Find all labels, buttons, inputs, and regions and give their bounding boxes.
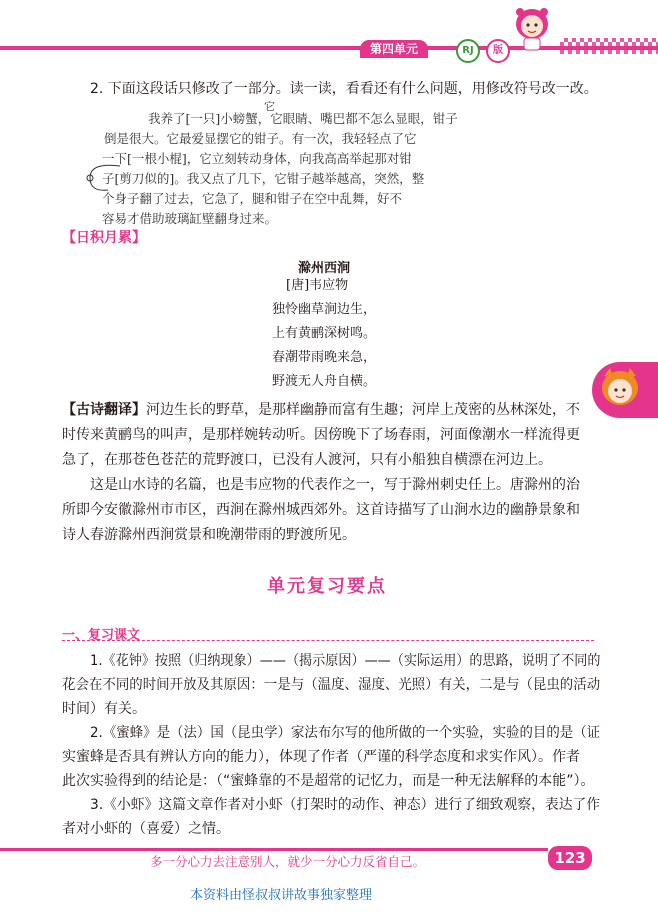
review-item-3-line-2: 者对小虾的（喜爱）之情。 [62,821,230,837]
section-heading-rijiyuelei: 【日积月累】 [62,230,146,246]
review-item-2-line-3: 此次实验得到的结论是：（“蜜蜂靠的不是超常的记忆力，而是一种无法解释的本能”）。 [62,773,595,789]
passage-line-4: 子[剪刀似的]。我又点了几下，它钳子越举越高，突然，整 [102,171,425,186]
edition-badge-rj: RJ [456,39,480,63]
page-number: 123 [548,846,592,870]
section-title: 单元复习要点 [267,576,387,597]
passage-line-3: 一下[一根小棍]，它立刻转动身体，向我高高举起那对钳 [102,151,412,166]
commentary-line-1: 这是山水诗的名篇，也是韦应物的代表作之一，写于滁州刺史任上。唐滁州的治 [90,477,580,493]
review-item-1-line-2: 花会在不同的时间开放及其原因：一是与（温度、湿度、光照）有关，二是与（昆虫的活动 [62,677,601,693]
poem-line: 春潮带雨晚来急， [272,350,377,365]
review-item-2-line-1: 2.《蜜蜂》是（法）国（昆虫学）家法布尔写的他所做的一个实验，实验的目的是（证 [90,725,601,741]
credit-line: 本资料由怪叔叔讲故事独家整理 [190,888,373,903]
commentary-line-3: 诗人春游滁州西涧赏景和晚潮带雨的野渡所见。 [62,527,356,543]
review-item-1-line-1: 1.《花钟》按照（归纳现象）——（揭示原因）——（实际运用）的思路，说明了不同的 [90,653,601,669]
unit-badge: 第四单元 [360,40,428,58]
poem-line: 上有黄鹂深树鸣。 [272,326,377,341]
footer-motto: 多一分心力去注意别人，就少一分心力反省自己。 [150,854,426,869]
review-item-3-line-1: 3.《小虾》这篇文章作者对小虾（打架时的动作、神态）进行了细致观察，表达了作 [90,797,601,813]
correction-mark-icon [84,160,124,194]
review-item-2-line-2: 实蜜蜂是否具有辨认方向的能力），体现了作者（严谨的科学态度和求实作风）。作者 [62,749,580,765]
commentary-line-2: 所即今安徽滁州市市区，西涧在滁州城西郊外。这首诗描写了山涧水边的幽静景象和 [62,502,580,518]
poem-line: 独怜幽草涧边生， [272,302,377,317]
question-2-prompt: 2. 下面这段话只修改了一部分。读一读，看看还有什么问题，用修改符号改一改。 [90,81,598,97]
side-mascot-icon [598,366,642,412]
poem-title: 滁州西涧 [298,261,351,276]
review-item-1-line-3: 时间）有关。 [62,701,146,717]
header-checker-pattern [560,38,658,54]
sub-heading: 一、复习课文 [62,628,141,643]
mascot-icon [512,4,552,52]
translation-line-3: 急了，在那苍色苍茫的荒野渡口，已没有人渡河，只有小船独自横漂在河边上。 [62,452,552,468]
passage-line-5: 个身子翻了过去，它急了，腿和钳子在空中乱舞，好不 [102,191,403,206]
translation-label: 【古诗翻译】 [62,402,146,418]
passage-line-2: 倒是很大。它最爱显摆它的钳子。有一次，我轻轻点了它 [104,131,417,146]
insert-mark: 它 [264,100,275,113]
passage-line-1: 我养了[一只]小螃蟹，它眼睛、嘴巴都不怎么显眼，钳子 [148,111,458,126]
translation-line-2: 时传来黄鹂鸟的叫声，是那样婉转动听。因傍晚下了场春雨，河面像潮水一样流得更 [62,427,580,443]
dashed-divider [62,640,594,641]
poem-line: 野渡无人舟自横。 [272,374,377,389]
handwritten-passage [96,100,496,226]
poem-author: [唐]韦应物 [286,278,349,293]
passage-line-6: 容易才借助玻璃缸壁翻身过来。 [102,211,278,226]
edition-badge-ban: 版 [486,39,510,63]
translation-line-1: 【古诗翻译】河边生长的野草，是那样幽静而富有生趣；河岸上茂密的丛林深处，不 [62,402,580,418]
footer-bar [0,848,548,851]
